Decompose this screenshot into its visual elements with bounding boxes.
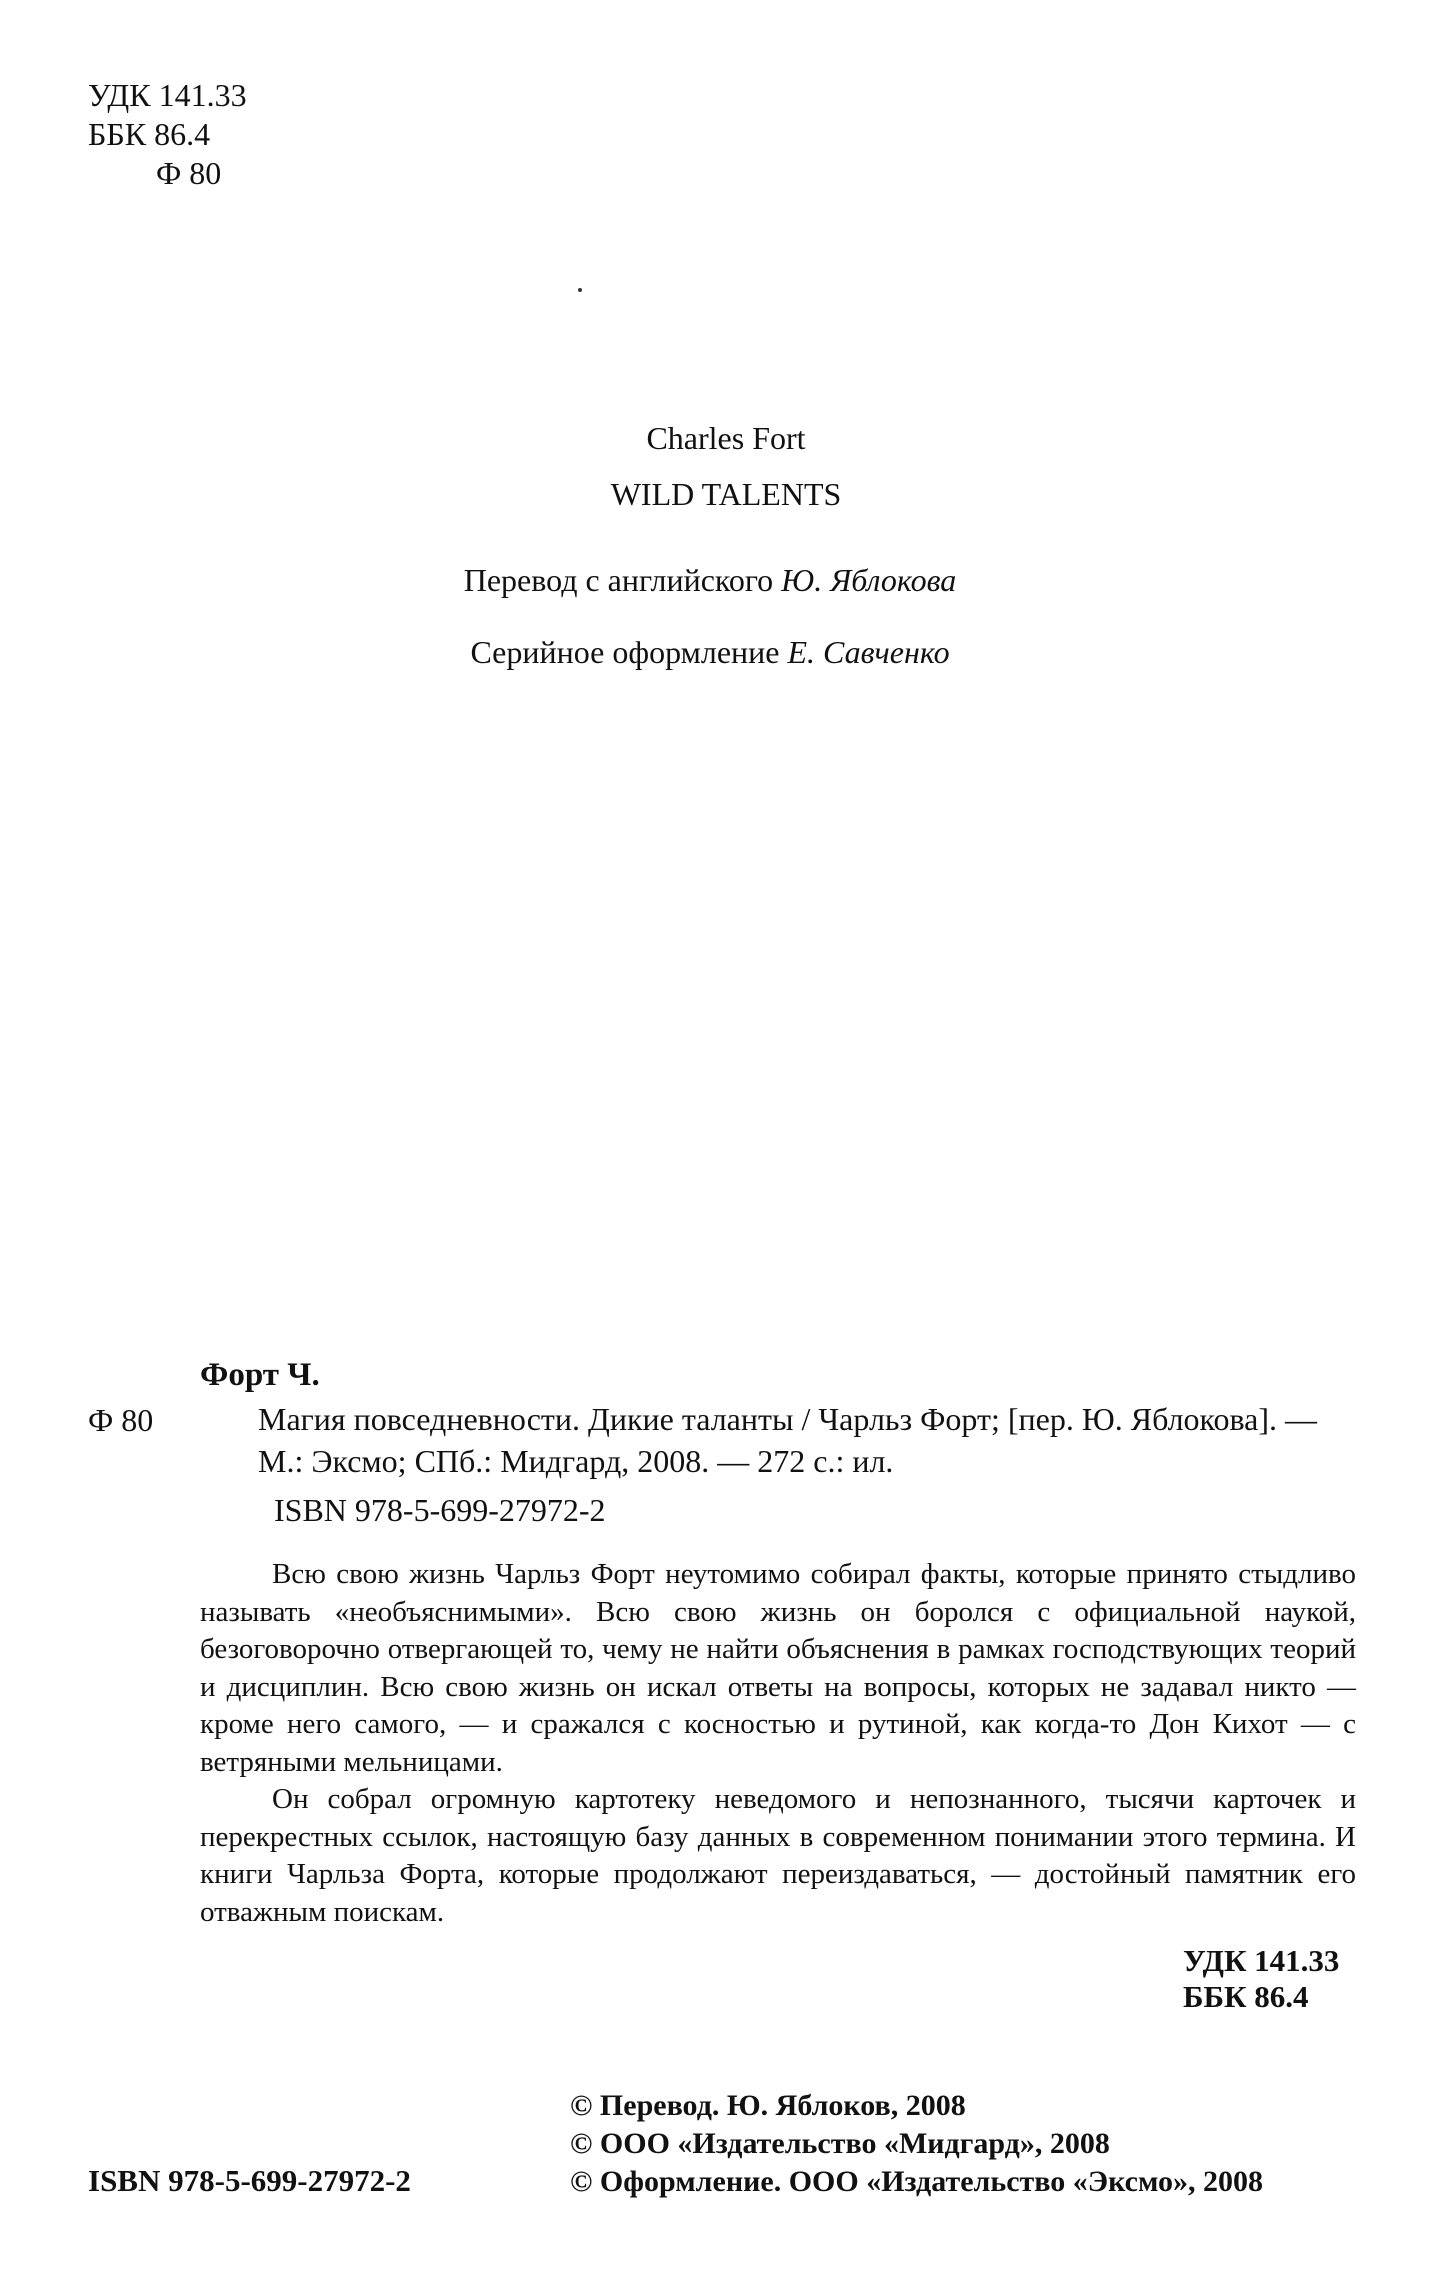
- original-title: WILD TALENTS: [610, 476, 842, 512]
- annotation-paragraph-1: Всю свою жизнь Чарльз Форт неутомимо собирал факты, которые принято стыдливо называть «необъяснимыми». Всю свою жизнь он боролся с официальной наукой, безоговорочно отвергающей то, чему не найти объяснения в рамках господствующих теорий и дисциплин. Всю свою жизнь он искал ответы на вопросы, которых не задавал никто — кроме него самого, — и сражался с косностью и рутиной, как когда-то Дон Кихот — с ветряными мельницами.: [200, 1558, 1356, 1778]
- entry-isbn: ISBN 978-5-699-27972-2: [274, 1492, 606, 1528]
- udk-code: УДК 141.33: [88, 77, 247, 113]
- copyright-translation: © Перевод. Ю. Яблоков, 2008: [570, 2089, 966, 2122]
- annotation-paragraph-2: Он собрал огромную картотеку неведомого и непознанного, тысячи карточек и перекрестных ссылок, настоящую базу данных в современном понимании этого термина. И книги Чарльза Форта, которые продолжают переиздаваться, — достойный памятник его отважным поискам.: [200, 1783, 1356, 1928]
- copyright-design: © Оформление. ООО «Издательство «Эксмо», 2008: [570, 2165, 1263, 2198]
- copyright-block: [570, 2087, 1263, 2201]
- annotation: [200, 1556, 1356, 1931]
- classification-codes-bottom: [1183, 1943, 1339, 2015]
- bbk-code-bottom: ББК 86.4: [1183, 1979, 1309, 2014]
- author-mark: Ф 80: [156, 155, 222, 191]
- designer-name: Е. Савченко: [787, 634, 950, 670]
- classification-codes-top: [88, 76, 247, 193]
- bbk-code: ББК 86.4: [88, 116, 211, 152]
- entry-author-mark: Ф 80: [88, 1402, 154, 1438]
- udk-code-bottom: УДК 141.33: [1183, 1943, 1340, 1978]
- design-credit: [0, 632, 1436, 672]
- translation-prefix: Перевод с английского: [463, 562, 782, 598]
- copyright-midgard: © ООО «Издательство «Мидгард», 2008: [570, 2127, 1110, 2160]
- isbn-bottom: ISBN 978-5-699-27972-2: [88, 2163, 411, 2198]
- translation-credit: [0, 560, 1436, 600]
- design-prefix: Серийное оформление: [470, 634, 788, 670]
- entry-author: Форт Ч.: [200, 1357, 320, 1393]
- print-speck: [578, 288, 582, 292]
- translator-name: Ю. Яблокова: [781, 562, 957, 598]
- original-author: Charles Fort: [646, 420, 806, 456]
- entry-description: Магия повседневности. Дикие таланты / Чарльз Форт; [пер. Ю. Яблокова]. — М.: Эксмо; СПб.: Мидгард, 2008. — 272 с.: ил.: [258, 1401, 1318, 1479]
